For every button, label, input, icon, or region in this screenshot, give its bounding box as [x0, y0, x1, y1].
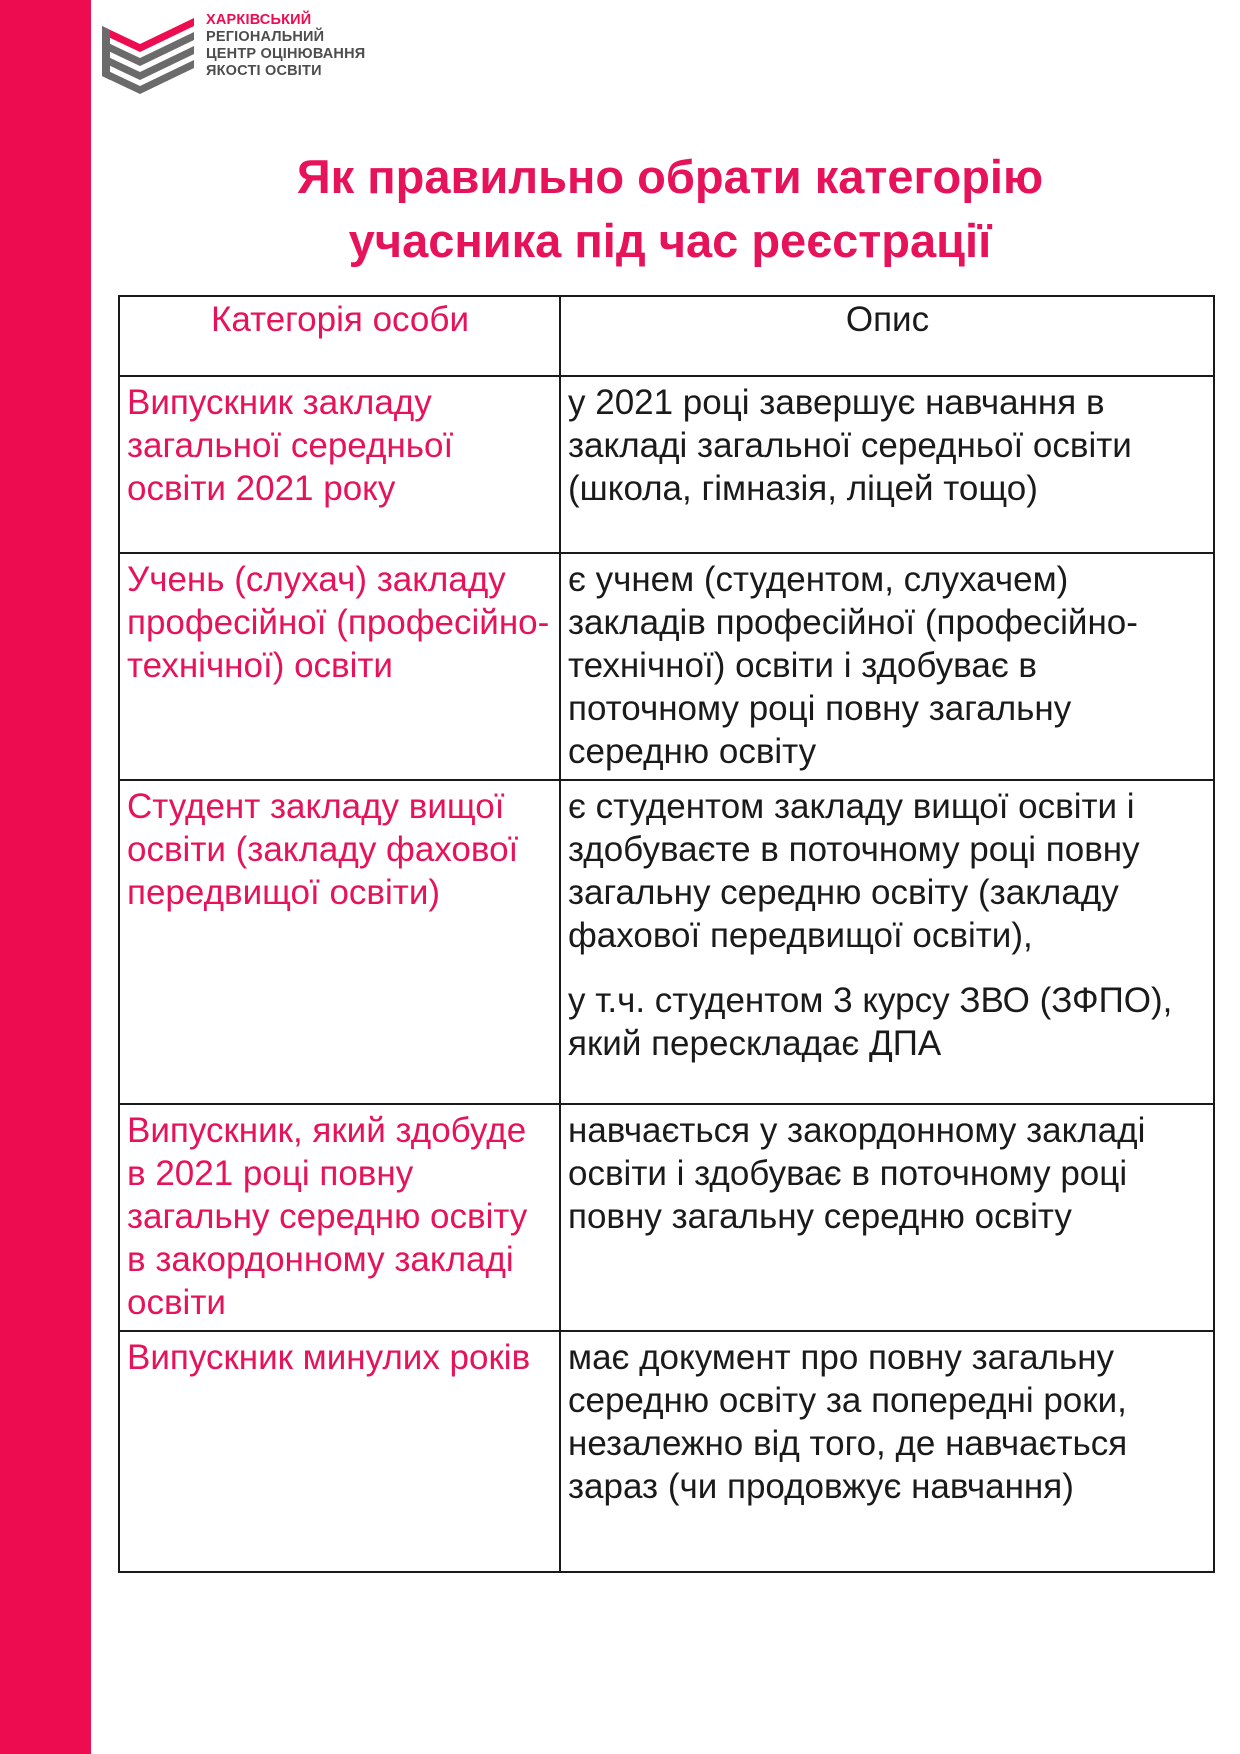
logo: [102, 12, 432, 102]
category-cell: Випускник, який здобуде в 2021 році повну загальну середню освіту в закордонному закладі освіти: [119, 1104, 560, 1331]
description-cell: є учнем (студентом, слухачем) закладів професійної (професійно-технічної) освіти і здобуває в поточному році повну загальну середню освіту: [560, 553, 1214, 780]
logo-line: ЯКОСТІ ОСВІТИ: [206, 63, 322, 79]
description-note: у т.ч. студентом 3 курсу ЗВО (ЗФПО), який перескладає ДПА: [568, 981, 1173, 1063]
table-row: [119, 780, 1214, 1104]
category-table: [118, 295, 1215, 1573]
category-cell: Учень (слухач) закладу професійної (професійно-технічної) освіти: [119, 553, 560, 780]
logo-text: [206, 12, 436, 80]
category-cell: Випускник закладу загальної середньої освіти 2021 року: [119, 376, 560, 553]
description-cell: [560, 780, 1214, 1104]
page-title: [100, 145, 1240, 273]
table-header-row: [119, 296, 1214, 376]
description-cell: навчається у закордонному закладі освіти і здобуває в поточному році повну загальну середню освіту: [560, 1104, 1214, 1331]
header-description: Опис: [560, 296, 1214, 376]
book-logo-icon: [102, 14, 202, 102]
page-title-line-2: учасника під час реєстрації: [348, 214, 992, 267]
left-accent-bar: [0, 0, 91, 1754]
header-category: Категорія особи: [119, 296, 560, 376]
description-cell: має документ про повну загальну середню освіту за попередні роки, незалежно від того, де навчається зараз (чи продовжує навчання): [560, 1331, 1214, 1572]
description-cell: у 2021 році завершує навчання в закладі загальної середньої освіти (школа, гімназія, ліцей тощо): [560, 376, 1214, 553]
category-cell: Випускник минулих років: [119, 1331, 560, 1572]
logo-line: ЦЕНТР ОЦІНЮВАННЯ: [206, 46, 366, 62]
logo-line: ХАРКІВСЬКИЙ: [206, 12, 312, 28]
table-row: [119, 1104, 1214, 1331]
page-title-line-1: Як правильно обрати категорію: [296, 150, 1044, 203]
logo-line: РЕГІОНАЛЬНИЙ: [206, 29, 325, 45]
category-cell: Студент закладу вищої освіти (закладу фахової передвищої освіти): [119, 780, 560, 1104]
table-row: [119, 1331, 1214, 1572]
description-text: є студентом закладу вищої освіти і здобуваєте в поточному році повну загальну середню освіту (закладу фахової передвищої освіти),: [568, 787, 1140, 955]
table-row: [119, 553, 1214, 780]
table-row: [119, 376, 1214, 553]
